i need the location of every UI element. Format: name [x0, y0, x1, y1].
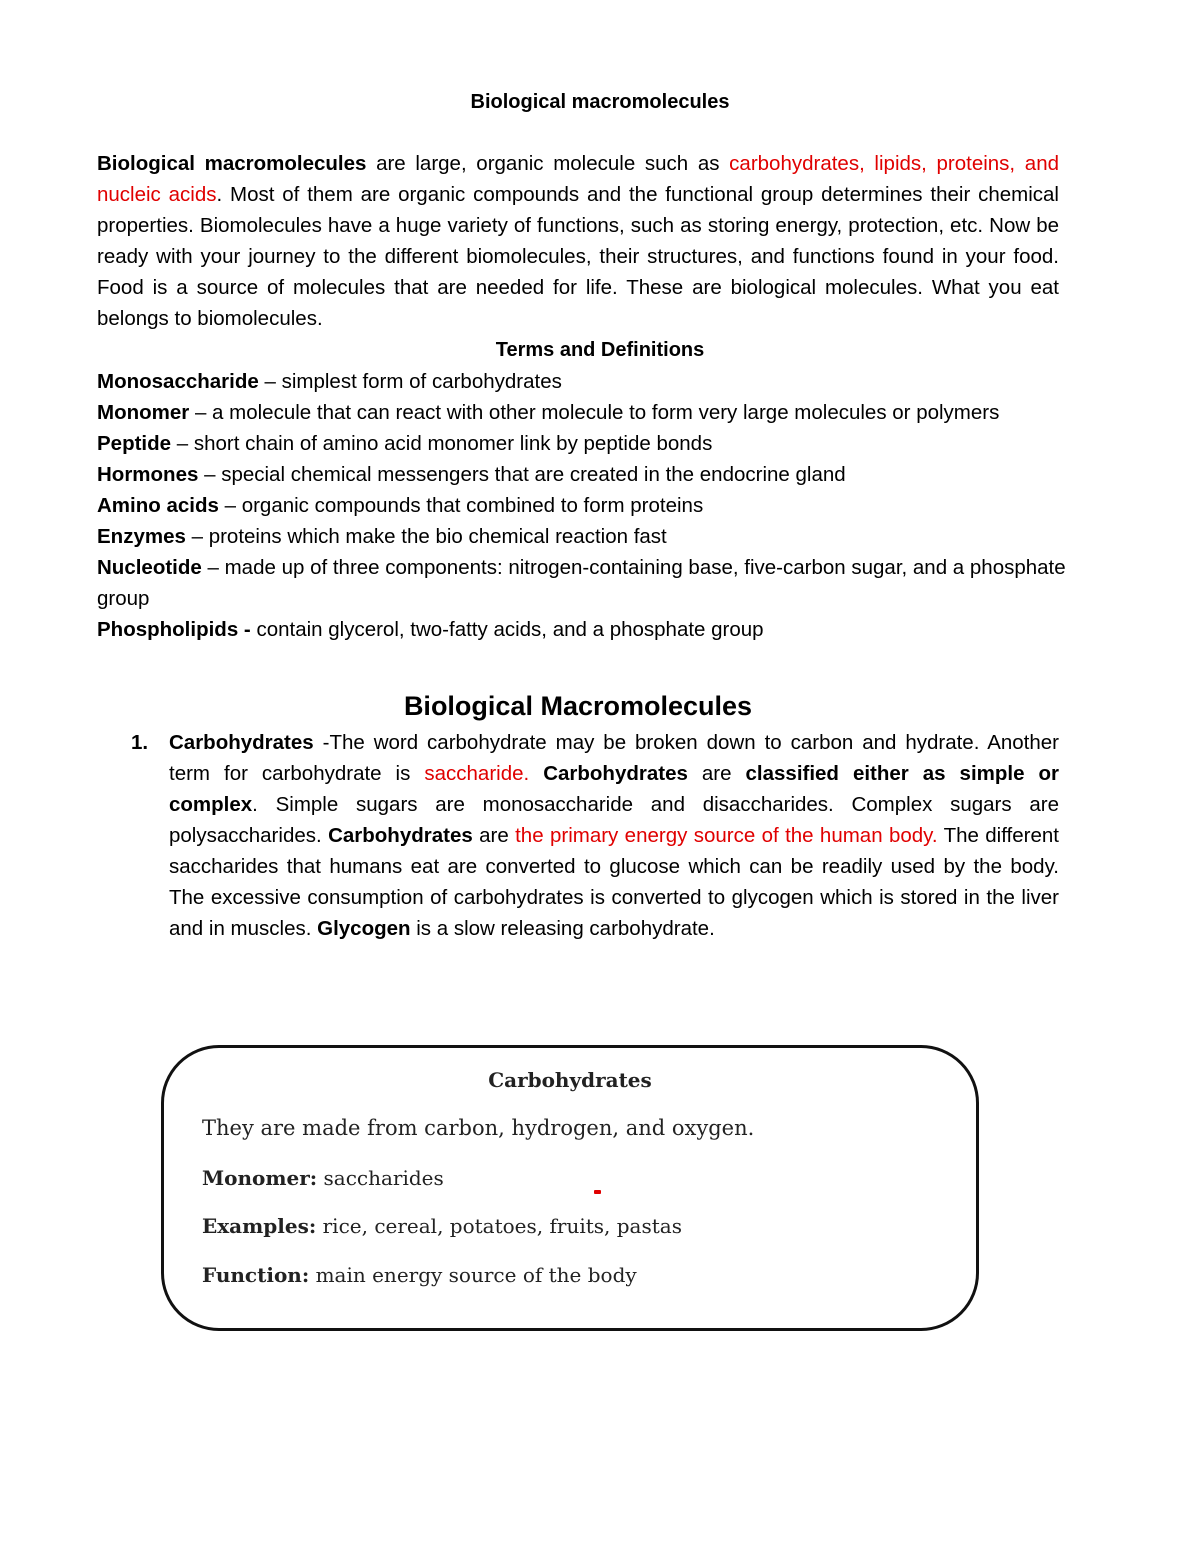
intro-text-2: . Most of them are organic compounds and the functional group determines their chemical properties. Biomolecules have a huge variety of functions, such as storing energy, protection, etc. Now be ready with your journey to the different biomolecules, their structures, and functions found in your food. Food is a source of molecules that are needed for life. These are biological molecules. What you eat belongs to biomolecules.: [97, 183, 1059, 330]
text-segment: . Simple sugars are monosaccharide and disaccharides. Complex sugars are polysaccharides.: [169, 793, 1059, 847]
intro-red-list: carbohydrates, lipids, proteins, and nucleic acids: [97, 152, 1059, 206]
card-title: Carbohydrates: [488, 1068, 652, 1092]
term-separator: –: [218, 494, 242, 517]
term-separator: –: [201, 556, 225, 579]
red-mark: [594, 1190, 601, 1194]
bold-carbohydrates: Carbohydrates: [543, 762, 688, 785]
terms-heading: Terms and Definitions: [495, 339, 705, 361]
term-separator: –: [198, 463, 222, 486]
red-primary-energy: the primary energy source of the human body.: [515, 824, 938, 847]
term-separator: –: [185, 525, 209, 548]
card-examples: [202, 1212, 682, 1240]
carbohydrates-paragraph: [169, 727, 1059, 944]
term-name: Enzymes: [97, 525, 186, 548]
numbered-item-carbohydrates: [131, 727, 1059, 944]
term-definition: special chemical messengers that are created in the endocrine gland: [221, 463, 846, 486]
terms-list: [97, 366, 1077, 645]
card-monomer: [202, 1164, 444, 1192]
term-separator: –: [258, 370, 282, 393]
term-definition: a molecule that can react with other molecule to form very large molecules or polymers: [212, 401, 1000, 424]
term-name: Phospholipids -: [97, 618, 251, 641]
carbohydrates-info-card: [161, 1045, 979, 1331]
bold-glycogen: Glycogen: [317, 917, 411, 940]
card-composition: They are made from carbon, hydrogen, and oxygen.: [202, 1116, 755, 1140]
card-examples-value: rice, cereal, potatoes, fruits, pastas: [316, 1214, 682, 1238]
term-item: [97, 366, 1077, 397]
term-definition: short chain of amino acid monomer link by peptide bonds: [193, 432, 713, 455]
term-item: [97, 397, 1077, 428]
term-item: [97, 614, 1077, 645]
term-name: Peptide: [97, 432, 172, 455]
card-function-label: Function:: [202, 1263, 310, 1287]
text-segment: [529, 762, 543, 785]
card-monomer-label: Monomer:: [202, 1166, 318, 1190]
bold-classification: classified either as simple or complex: [169, 762, 1059, 816]
list-number: 1.: [131, 731, 149, 754]
term-item: [97, 552, 1077, 614]
term-name: Hormones: [97, 463, 199, 486]
term-name: Monomer: [97, 401, 190, 424]
intro-text-1: are large, organic molecule such as: [366, 152, 730, 175]
red-saccharide: saccharide.: [424, 762, 530, 785]
text-segment: are: [472, 824, 516, 847]
term-item: [97, 428, 1077, 459]
term-item: [97, 490, 1077, 521]
card-examples-label: Examples:: [202, 1214, 317, 1238]
term-item: [97, 459, 1077, 490]
bold-carbohydrates: Carbohydrates: [169, 731, 314, 754]
text-segment: The different saccharides that humans eat are converted to glucose which can be readily used by the body. The excessive consumption of carbohydrates is converted to glycogen which is stored in the liver and in muscles.: [169, 824, 1059, 940]
term-separator: –: [189, 401, 213, 424]
intro-lead-bold: Biological macromolecules: [97, 152, 367, 175]
card-monomer-value: saccharides: [317, 1166, 444, 1190]
card-function-value: main energy source of the body: [309, 1263, 637, 1287]
intro-paragraph: [97, 148, 1059, 334]
text-segment: is a slow releasing carbohydrate.: [410, 917, 715, 940]
term-definition: made up of three components: nitrogen-containing base, five-carbon sugar, and a phosphate group: [97, 556, 1066, 610]
term-separator: –: [171, 432, 194, 455]
term-name: Amino acids: [97, 494, 219, 517]
bold-carbohydrates: Carbohydrates: [328, 824, 473, 847]
text-segment: -The word carbohydrate may be broken down to carbon and hydrate. Another term for carbohydrate is: [169, 731, 1059, 785]
term-name: Monosaccharide: [97, 370, 259, 393]
term-item: [97, 521, 1077, 552]
term-definition: proteins which make the bio chemical reaction fast: [208, 525, 667, 548]
text-segment: are: [687, 762, 746, 785]
card-function: [202, 1261, 637, 1289]
term-name: Nucleotide: [97, 556, 202, 579]
document-title: Biological macromolecules: [470, 91, 730, 113]
section-heading: Biological Macromolecules: [403, 691, 753, 721]
term-definition: simplest form of carbohydrates: [281, 370, 562, 393]
term-definition: contain glycerol, two-fatty acids, and a phosphate group: [256, 618, 764, 641]
term-definition: organic compounds that combined to form proteins: [241, 494, 704, 517]
